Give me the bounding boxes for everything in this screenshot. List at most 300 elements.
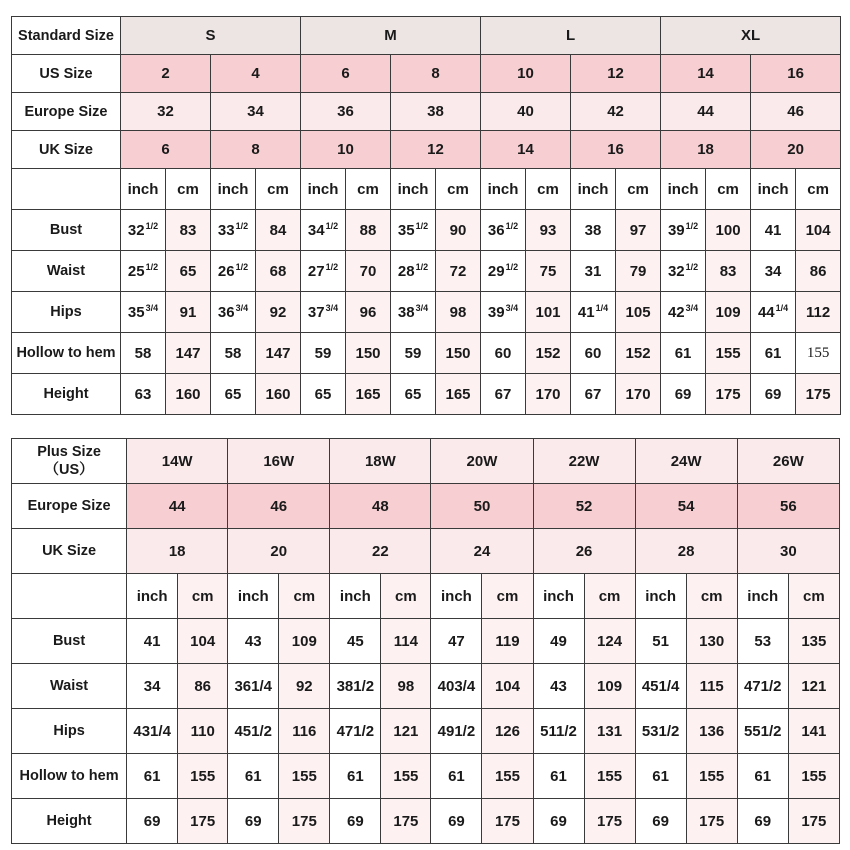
- plus-size-label-text: Plus Size （US）: [37, 444, 101, 478]
- value-whole: 58: [224, 344, 242, 362]
- value-whole: 90: [449, 221, 467, 239]
- uk-size-label: UK Size: [12, 131, 121, 169]
- plus-size-18w: 18W: [330, 439, 431, 484]
- value-whole: 96: [359, 303, 377, 321]
- value-whole: 58: [134, 344, 152, 362]
- value-whole: 79: [629, 262, 647, 280]
- inch-value: [751, 251, 796, 292]
- cm-value: [706, 292, 751, 333]
- inch-value: 361/4: [228, 664, 279, 709]
- unit-cm: cm: [482, 574, 533, 619]
- value-whole: 101: [535, 303, 561, 321]
- value-whole: 175: [805, 385, 831, 403]
- value-whole: 155: [715, 344, 741, 362]
- inch-value: [751, 333, 796, 374]
- inch-value: [661, 374, 706, 415]
- cm-value: [256, 374, 301, 415]
- value-whole: 39: [487, 304, 505, 321]
- uk-size-value: 12: [391, 131, 481, 169]
- value-whole: 26: [217, 263, 235, 280]
- cm-value: [346, 210, 391, 251]
- inch-value: 53: [737, 619, 788, 664]
- value-whole: 38: [584, 221, 602, 239]
- uk-size-value: 16: [571, 131, 661, 169]
- cm-value: [526, 251, 571, 292]
- inch-value: [481, 292, 526, 333]
- value-whole: 60: [584, 344, 602, 362]
- uk-size-value: 28: [635, 529, 737, 574]
- inch-value: [211, 251, 256, 292]
- plus-size-table: [11, 438, 840, 844]
- unit-inch: inch: [330, 574, 381, 619]
- cm-value: 155: [584, 754, 635, 799]
- inch-value: 61: [431, 754, 482, 799]
- inch-value: [121, 333, 166, 374]
- value-whole: 28: [397, 263, 415, 280]
- us-size-value: 2: [121, 55, 211, 93]
- inch-value: 471/2: [737, 664, 788, 709]
- value-whole: 35: [397, 222, 415, 239]
- unit-inch: inch: [571, 169, 616, 210]
- cm-value: [166, 292, 211, 333]
- value-whole: 147: [175, 344, 201, 362]
- plus-size-16w: 16W: [228, 439, 330, 484]
- unit-inch: inch: [661, 169, 706, 210]
- value-whole: 41: [577, 304, 595, 321]
- us-size-value: 16: [751, 55, 841, 93]
- cm-value: 92: [279, 664, 330, 709]
- value-fraction: 1/2: [145, 262, 159, 272]
- cm-value: [796, 251, 841, 292]
- value-fraction: 3/4: [325, 303, 339, 313]
- cm-value: [616, 210, 661, 251]
- value-whole: 83: [719, 262, 737, 280]
- inch-value: [301, 333, 346, 374]
- inch-value: 69: [737, 799, 788, 844]
- inch-value: [571, 292, 616, 333]
- europe-size-label: Europe Size: [12, 484, 127, 529]
- cm-value: [436, 374, 481, 415]
- inch-value: [571, 333, 616, 374]
- value-whole: 42: [667, 304, 685, 321]
- inch-value: [211, 374, 256, 415]
- value-fraction: 1/2: [325, 262, 339, 272]
- value-whole: 68: [269, 262, 287, 280]
- uk-size-value: 26: [533, 529, 635, 574]
- inch-value: [661, 251, 706, 292]
- cm-value: [256, 210, 301, 251]
- uk-size-value: 10: [301, 131, 391, 169]
- inch-value: [391, 374, 436, 415]
- inch-value: 69: [431, 799, 482, 844]
- plus-size-22w: 22W: [533, 439, 635, 484]
- inch-value: [301, 251, 346, 292]
- cm-value: 175: [482, 799, 533, 844]
- value-whole: 75: [539, 262, 557, 280]
- value-whole: 63: [134, 385, 152, 403]
- measure-label-height: Height: [12, 374, 121, 415]
- value-whole: 91: [179, 303, 197, 321]
- cm-value: 104: [178, 619, 228, 664]
- unit-inch: inch: [301, 169, 346, 210]
- value-fraction: 3/4: [235, 303, 249, 313]
- us-size-value: 12: [571, 55, 661, 93]
- inch-value: [301, 292, 346, 333]
- cm-value: 136: [686, 709, 737, 754]
- cm-value: 130: [686, 619, 737, 664]
- unit-inch: inch: [431, 574, 482, 619]
- us-size-value: 8: [391, 55, 481, 93]
- value-fraction: 1/2: [505, 221, 519, 231]
- europe-size-value: 42: [571, 93, 661, 131]
- inch-value: 491/2: [431, 709, 482, 754]
- unit-inch: inch: [391, 169, 436, 210]
- value-whole: 150: [355, 344, 381, 362]
- inch-value: [301, 210, 346, 251]
- value-whole: 31: [584, 262, 602, 280]
- cm-value: [346, 333, 391, 374]
- value-whole: 170: [535, 385, 561, 403]
- inch-value: 43: [533, 664, 584, 709]
- value-whole: 33: [217, 222, 235, 239]
- value-whole: 65: [314, 385, 332, 403]
- cm-value: 155: [686, 754, 737, 799]
- cm-value: [526, 333, 571, 374]
- value-whole: 36: [217, 304, 235, 321]
- inch-value: [661, 210, 706, 251]
- cm-value: [616, 292, 661, 333]
- inch-value: [211, 292, 256, 333]
- unit-inch: inch: [533, 574, 584, 619]
- cm-value: [526, 210, 571, 251]
- inch-value: 471/2: [330, 709, 381, 754]
- value-whole: 32: [667, 263, 685, 280]
- value-whole: 69: [674, 385, 692, 403]
- value-whole: 70: [359, 262, 377, 280]
- value-whole: 69: [764, 385, 782, 403]
- cm-value: 175: [279, 799, 330, 844]
- value-whole: 44: [757, 304, 775, 321]
- inch-value: [481, 251, 526, 292]
- inch-value: [121, 210, 166, 251]
- cm-value: 126: [482, 709, 533, 754]
- europe-size-value: 52: [533, 484, 635, 529]
- cm-value: [256, 333, 301, 374]
- measure-label-bust: Bust: [12, 210, 121, 251]
- value-whole: 25: [127, 263, 145, 280]
- us-size-value: 4: [211, 55, 301, 93]
- plus-size-24w: 24W: [635, 439, 737, 484]
- value-fraction: 1/2: [505, 262, 519, 272]
- uk-size-value: 6: [121, 131, 211, 169]
- inch-value: 69: [330, 799, 381, 844]
- cm-value: 115: [686, 664, 737, 709]
- value-whole: 98: [449, 303, 467, 321]
- value-fraction: 3/4: [415, 303, 429, 313]
- value-whole: 160: [265, 385, 291, 403]
- value-whole: 34: [764, 262, 782, 280]
- value-whole: 152: [625, 344, 651, 362]
- cm-value: [436, 292, 481, 333]
- inch-value: 61: [330, 754, 381, 799]
- cm-value: [166, 251, 211, 292]
- inch-value: [211, 333, 256, 374]
- cm-value: 131: [584, 709, 635, 754]
- size-group-xl: XL: [661, 17, 841, 55]
- value-whole: 83: [179, 221, 197, 239]
- inch-value: [661, 292, 706, 333]
- inch-value: [391, 210, 436, 251]
- inch-value: [751, 374, 796, 415]
- cm-value: [436, 333, 481, 374]
- cm-value: 121: [381, 709, 431, 754]
- cm-value: [796, 210, 841, 251]
- value-whole: 147: [265, 344, 291, 362]
- value-fraction: 1/2: [145, 221, 159, 231]
- measure-label-hollow-to-hem: Hollow to hem: [12, 333, 121, 374]
- value-whole: 34: [307, 222, 325, 239]
- value-whole: 41: [764, 221, 782, 239]
- inch-value: 381/2: [330, 664, 381, 709]
- unit-cm: cm: [279, 574, 330, 619]
- cm-value: 155: [482, 754, 533, 799]
- value-whole: 92: [269, 303, 287, 321]
- unit-cm: cm: [788, 574, 839, 619]
- value-whole: 100: [715, 221, 741, 239]
- value-whole: 175: [715, 385, 741, 403]
- europe-size-value: 44: [127, 484, 228, 529]
- value-whole: 59: [404, 344, 422, 362]
- cm-value: [706, 374, 751, 415]
- value-fraction: 1/2: [415, 262, 429, 272]
- inch-value: [391, 292, 436, 333]
- inch-value: 403/4: [431, 664, 482, 709]
- inch-value: [481, 210, 526, 251]
- value-whole: 59: [314, 344, 332, 362]
- inch-value: 47: [431, 619, 482, 664]
- value-whole: 65: [179, 262, 197, 280]
- value-whole: 112: [805, 303, 831, 321]
- value-whole: 60: [494, 344, 512, 362]
- uk-size-value: 14: [481, 131, 571, 169]
- cm-value: 119: [482, 619, 533, 664]
- us-size-value: 14: [661, 55, 751, 93]
- us-size-label: US Size: [12, 55, 121, 93]
- cm-value: 121: [788, 664, 839, 709]
- value-whole: 36: [487, 222, 505, 239]
- inch-value: 69: [533, 799, 584, 844]
- size-group-s: S: [121, 17, 301, 55]
- inch-value: 531/2: [635, 709, 686, 754]
- value-whole: 39: [667, 222, 685, 239]
- cm-value: [526, 292, 571, 333]
- cm-value: [616, 374, 661, 415]
- cm-value: [346, 292, 391, 333]
- cm-value: 175: [584, 799, 635, 844]
- cm-value: 175: [178, 799, 228, 844]
- cm-value: [166, 210, 211, 251]
- cm-value: 155: [279, 754, 330, 799]
- inch-value: [121, 251, 166, 292]
- unit-cm: cm: [166, 169, 211, 210]
- value-whole: 104: [805, 221, 831, 239]
- europe-size-value: 34: [211, 93, 301, 131]
- unit-cm: cm: [436, 169, 481, 210]
- us-size-value: 6: [301, 55, 391, 93]
- unit-cm: cm: [526, 169, 571, 210]
- unit-cm: cm: [706, 169, 751, 210]
- cm-value: [166, 374, 211, 415]
- cm-value: [436, 251, 481, 292]
- value-whole: 109: [715, 303, 741, 321]
- value-whole: 170: [625, 385, 651, 403]
- value-whole: 152: [535, 344, 561, 362]
- inch-value: 51: [635, 619, 686, 664]
- inch-value: 451/2: [228, 709, 279, 754]
- cm-value: [346, 251, 391, 292]
- value-whole: 88: [359, 221, 377, 239]
- value-fraction: 3/4: [145, 303, 159, 313]
- unit-inch: inch: [481, 169, 526, 210]
- value-fraction: 1/2: [325, 221, 339, 231]
- value-whole: 32: [127, 222, 145, 239]
- value-fraction: 1/2: [685, 221, 699, 231]
- cm-value: 155: [178, 754, 228, 799]
- value-whole: 155: [806, 344, 830, 361]
- measure-label-bust: Bust: [12, 619, 127, 664]
- cm-value: 155: [788, 754, 839, 799]
- unit-cm: cm: [256, 169, 301, 210]
- uk-size-label: UK Size: [12, 529, 127, 574]
- inch-value: 34: [127, 664, 178, 709]
- value-whole: 37: [307, 304, 325, 321]
- plus-size-20w: 20W: [431, 439, 533, 484]
- unit-inch: inch: [228, 574, 279, 619]
- value-whole: 93: [539, 221, 557, 239]
- inch-value: 551/2: [737, 709, 788, 754]
- unit-inch: inch: [751, 169, 796, 210]
- cm-value: 104: [482, 664, 533, 709]
- europe-size-value: 32: [121, 93, 211, 131]
- inch-value: 61: [533, 754, 584, 799]
- cm-value: 155: [381, 754, 431, 799]
- cm-value: 175: [381, 799, 431, 844]
- europe-size-value: 56: [737, 484, 839, 529]
- measure-label-hips: Hips: [12, 709, 127, 754]
- uk-size-value: 8: [211, 131, 301, 169]
- unit-inch: inch: [127, 574, 178, 619]
- inch-value: 61: [737, 754, 788, 799]
- unit-inch: inch: [635, 574, 686, 619]
- cm-value: 141: [788, 709, 839, 754]
- value-whole: 160: [175, 385, 201, 403]
- uk-size-value: 18: [661, 131, 751, 169]
- cm-value: [256, 251, 301, 292]
- value-whole: 35: [127, 304, 145, 321]
- cm-value: 98: [381, 664, 431, 709]
- inch-value: 43: [228, 619, 279, 664]
- measure-label-hollow-to-hem: Hollow to hem: [12, 754, 127, 799]
- value-whole: 65: [404, 385, 422, 403]
- inch-value: 511/2: [533, 709, 584, 754]
- cm-value: [346, 374, 391, 415]
- value-whole: 165: [445, 385, 471, 403]
- value-whole: 67: [584, 385, 602, 403]
- measure-label-height: Height: [12, 799, 127, 844]
- measure-label-waist: Waist: [12, 251, 121, 292]
- inch-value: [211, 210, 256, 251]
- inch-value: 41: [127, 619, 178, 664]
- inch-value: 69: [127, 799, 178, 844]
- unit-cm: cm: [381, 574, 431, 619]
- value-whole: 84: [269, 221, 287, 239]
- uk-size-value: 20: [228, 529, 330, 574]
- uk-size-value: 20: [751, 131, 841, 169]
- cm-value: [706, 251, 751, 292]
- value-whole: 67: [494, 385, 512, 403]
- cm-value: [706, 333, 751, 374]
- value-fraction: 1/2: [415, 221, 429, 231]
- unit-cm: cm: [178, 574, 228, 619]
- inch-value: [121, 292, 166, 333]
- units-row-blank: [12, 574, 127, 619]
- europe-size-value: 48: [330, 484, 431, 529]
- cm-value: [796, 374, 841, 415]
- cm-value: [706, 210, 751, 251]
- uk-size-value: 30: [737, 529, 839, 574]
- inch-value: 431/4: [127, 709, 178, 754]
- unit-cm: cm: [796, 169, 841, 210]
- value-whole: 165: [355, 385, 381, 403]
- inch-value: [571, 251, 616, 292]
- value-fraction: 3/4: [685, 303, 699, 313]
- cm-value: [166, 333, 211, 374]
- inch-value: 69: [635, 799, 686, 844]
- standard-size-label: Standard Size: [12, 17, 121, 55]
- inch-value: [391, 251, 436, 292]
- size-group-m: M: [301, 17, 481, 55]
- europe-size-value: 40: [481, 93, 571, 131]
- cm-value: [796, 333, 841, 374]
- uk-size-value: 24: [431, 529, 533, 574]
- europe-size-label: Europe Size: [12, 93, 121, 131]
- europe-size-value: 46: [228, 484, 330, 529]
- value-fraction: 1/4: [595, 303, 609, 313]
- cm-value: [616, 333, 661, 374]
- value-whole: 97: [629, 221, 647, 239]
- inch-value: [481, 374, 526, 415]
- cm-value: 175: [788, 799, 839, 844]
- cm-value: [796, 292, 841, 333]
- value-whole: 65: [224, 385, 242, 403]
- cm-value: [436, 210, 481, 251]
- cm-value: 175: [686, 799, 737, 844]
- unit-cm: cm: [616, 169, 661, 210]
- value-fraction: 1/2: [235, 262, 249, 272]
- europe-size-value: 38: [391, 93, 481, 131]
- cm-value: [256, 292, 301, 333]
- plus-size-26w: 26W: [737, 439, 839, 484]
- units-row-blank: [12, 169, 121, 210]
- inch-value: 49: [533, 619, 584, 664]
- cm-value: 135: [788, 619, 839, 664]
- inch-value: [661, 333, 706, 374]
- cm-value: 86: [178, 664, 228, 709]
- cm-value: 124: [584, 619, 635, 664]
- unit-cm: cm: [686, 574, 737, 619]
- inch-value: 61: [228, 754, 279, 799]
- inch-value: [751, 292, 796, 333]
